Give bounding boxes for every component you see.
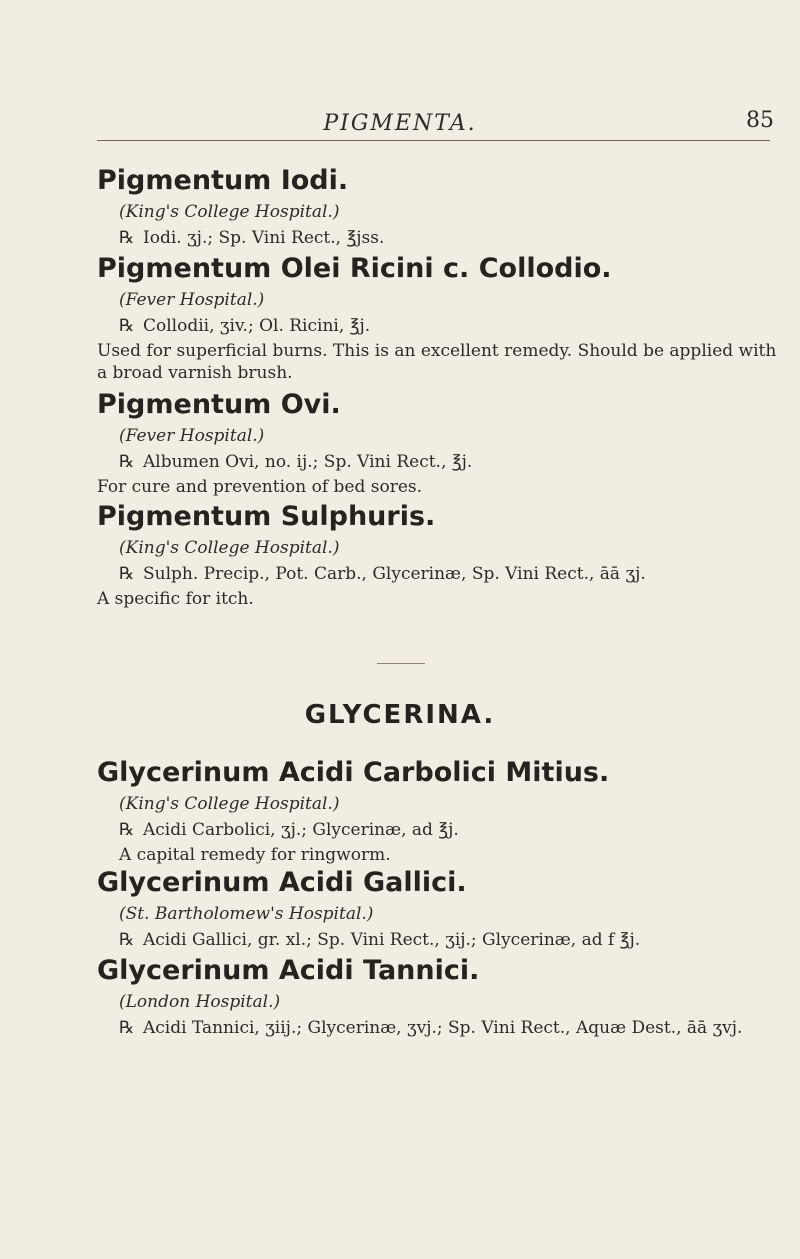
prescription <box>97 450 787 474</box>
entry-source: (King's College Hospital.) <box>119 794 340 814</box>
prescription <box>97 314 787 338</box>
entry-source: (King's College Hospital.) <box>119 202 340 222</box>
entry-pigmentum-sulphuris <box>97 500 787 610</box>
prescription-text: Acidi Tannici, ʒiij.; Glycerinæ, ʒvj.; Sp. Vini Rect., Aquæ Dest., āā ʒvj. <box>143 1018 743 1038</box>
running-head: PIGMENTA. <box>323 111 477 136</box>
entry-glycerinum-acidi-gallici <box>97 866 787 952</box>
prescription <box>97 562 787 586</box>
section-divider <box>377 663 425 664</box>
prescription-text: Acidi Gallici, gr. xl.; Sp. Vini Rect., ʒij.; Glycerinæ, ad f ℥j. <box>143 930 641 950</box>
entry-source: (London Hospital.) <box>119 992 281 1012</box>
prescription-text: Sulph. Precip., Pot. Carb., Glycerinæ, Sp. Vini Rect., āā ʒj. <box>143 564 646 584</box>
recipe-symbol: ℞ <box>119 564 135 584</box>
entry-title: Pigmentum Sulphuris. <box>97 501 436 532</box>
recipe-symbol: ℞ <box>119 452 135 472</box>
entry-title: Glycerinum Acidi Tannici. <box>97 955 480 986</box>
entry-pigmentum-olei-ricini <box>97 252 787 384</box>
entry-pigmentum-iodi <box>97 164 787 250</box>
recipe-symbol: ℞ <box>119 820 135 840</box>
recipe-symbol: ℞ <box>119 930 135 950</box>
section-heading: GLYCERINA. <box>304 700 496 730</box>
entry-glycerinum-acidi-tannici <box>97 954 787 1040</box>
prescription <box>97 226 787 250</box>
prescription-text: Collodii, ʒiv.; Ol. Ricini, ℥j. <box>143 316 371 336</box>
entry-title: Pigmentum Ovi. <box>97 389 341 420</box>
entry-title: Glycerinum Acidi Carbolici Mitius. <box>97 757 610 788</box>
recipe-symbol: ℞ <box>119 228 135 248</box>
prescription <box>97 1016 779 1040</box>
prescription-text: Acidi Carbolici, ʒj.; Glycerinæ, ad ℥j. <box>143 820 459 840</box>
header-rule <box>97 140 770 141</box>
entry-title: Pigmentum Iodi. <box>97 165 349 196</box>
recipe-symbol: ℞ <box>119 316 135 336</box>
entry-title: Pigmentum Olei Ricini c. Collodio. <box>97 253 612 284</box>
entry-note: A specific for itch. <box>97 589 254 609</box>
entry-note: Used for superficial burns. This is an excellent remedy. Should be applied with a broad varnish brush. <box>97 341 777 383</box>
entry-source: (Fever Hospital.) <box>119 290 265 310</box>
entry-note: For cure and prevention of bed sores. <box>97 477 423 497</box>
entry-pigmentum-ovi <box>97 388 787 498</box>
prescription-text: Albumen Ovi, no. ij.; Sp. Vini Rect., ℥j. <box>143 452 473 472</box>
entry-source: (Fever Hospital.) <box>119 426 265 446</box>
page-number: 85 <box>746 108 774 133</box>
entry-note: A capital remedy for ringworm. <box>119 845 391 865</box>
entry-glycerinum-acidi-carbolici <box>97 756 787 866</box>
recipe-symbol: ℞ <box>119 1018 135 1038</box>
prescription <box>97 818 787 842</box>
entry-source: (King's College Hospital.) <box>119 538 340 558</box>
prescription-text: Iodi. ʒj.; Sp. Vini Rect., ℥jss. <box>143 228 385 248</box>
prescription <box>97 928 787 952</box>
entry-title: Glycerinum Acidi Gallici. <box>97 867 467 898</box>
entry-source: (St. Bartholomew's Hospital.) <box>119 904 374 924</box>
